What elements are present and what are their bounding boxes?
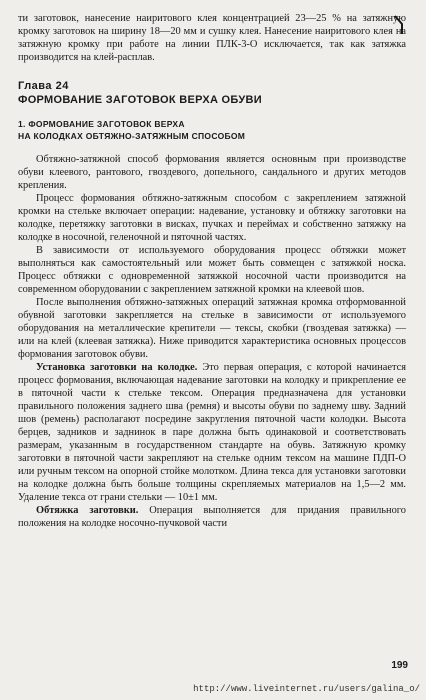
top-paragraph: ти заготовок, нанесение наиритового клея концентрацией 23—25 % на затяжную кромку заготовок на ширину 18—20 мм и сушку клея. Нанесение наиритового клея на затяжную кромку при работе на линии ПЛК-3-О исключается, так как затяжка производится на клей-расплав. [18,13,406,63]
paragraph-pull [18,504,406,530]
paragraph-4: После выполнения обтяжно-затяжных операций затяжная кромка отформованной обувной заготовки закрепляется на стельке в зависимости от используемого оборудования на металлические крепители — тексы, скобки (гвоздевая затяжка) — или на клей (клеевая затяжка). Ниже приводится характеристика основных процессов формования заготовок обуви. [18,297,406,360]
page-number: 199 [391,660,408,671]
paragraph-3: В зависимости от используемого оборудования процесс обтяжки может выполняться как самостоятельный или может быть совмещен с затяжкой носка. Процесс обтяжки с одновременной затяжкой носочной части производится на современном оборудовании с закреплением затяжной кромки на клеевой шов. [18,245,406,295]
paragraph-2: Процесс формования обтяжно-затяжным способом с закреплением затяжной кромки на стельке включает операции: надевание, установку и обтяжку заготовки на колодке, перетяжку заготовки в висках, пучках и переймах и собственно затяжку на колодке в носочной, геленочной и пяточной частях. [18,193,406,243]
paragraph-1: Обтяжно-затяжной способ формования является основным при производстве обуви клеевого, рантового, гвоздевого, допельного, сандального и других методов крепления. [18,154,406,191]
pull-run-in-heading: Обтяжка заготовки. [36,505,139,516]
watermark-url: http://www.liveinternet.ru/users/galina_o/ [193,684,420,694]
section-heading-line-2: НА КОЛОДКАХ ОБТЯЖНО-ЗАТЯЖНЫМ СПОСОБОМ [18,131,246,141]
chapter-title: ФОРМОВАНИЕ ЗАГОТОВОК ВЕРХА ОБУВИ [18,94,262,106]
install-body: Это первая операция, с которой начинается процесс формования, включающая надевание заготовки на колодку и прикрепление ее в пяточной части к стельке тексом. Операция предназначена для установки правильного положения заднего шва (ремня) и высоты обуви по заднему шву. Задний шов (ремень) располагают посредине закругления пяточной части колодки. Высота берцев, задников и заднинок в паре должна быть одинаковой и соответствовать размерам, указанным в государственном стандарте на обувь. Затяжную кромку заготовки в пяточной части закрепляют на стельке одним тексом на машине ПДП-О или ручным тексом на опорной стойке молотком. Длина текса для установки заготовки на колодке должна быть больше толщины скрепляемых материалов на 1,5—2 мм. Удаление текса от грани стельки — 10±1 мм. [18,362,407,503]
paragraph-install [18,361,406,504]
page-body [18,12,406,530]
pull-body: Операция выполняется для придания правильного положения на колодке носочно-пучковой части [18,505,407,529]
section-heading-line-1: 1. ФОРМОВАНИЕ ЗАГОТОВОК ВЕРХА [18,119,185,129]
chapter-label: Глава 24 [18,80,69,92]
section-heading [18,118,406,142]
install-run-in-heading: Установка заготовки на колодке. [36,362,198,373]
